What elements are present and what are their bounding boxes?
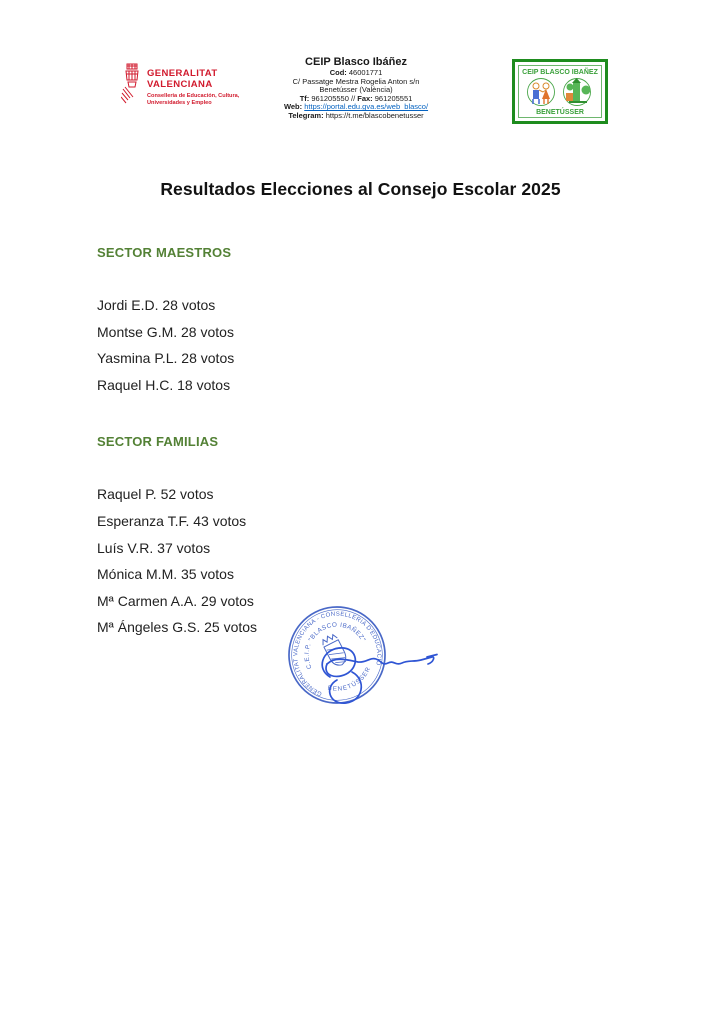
- school-name-prefix: CEIP: [305, 56, 331, 68]
- result-line: Raquel P. 52 votos: [97, 486, 214, 503]
- school-phone-value: 961205550 //: [311, 93, 356, 103]
- school-crest-icon: [512, 59, 608, 124]
- generalitat-name-line2: VALENCIANA: [147, 78, 213, 90]
- result-line: Raquel H.C. 18 votos: [97, 376, 231, 393]
- results-content: [97, 245, 257, 641]
- school-code-value: 46001771: [348, 68, 383, 77]
- svg-text:BENETÚSSER: BENETÚSSER: [536, 109, 584, 116]
- result-line: Mª Carmen A.A. 29 votos: [97, 592, 254, 609]
- stamp-bottom-text: BENETÚSSER: [327, 665, 373, 693]
- result-line: Mª Ángeles G.S. 25 votos: [97, 619, 258, 636]
- school-name-main: Blasco Ibáñez: [333, 56, 407, 68]
- result-line: Yasmina P.L. 28 votos: [97, 350, 235, 367]
- result-line: Esperanza T.F. 43 votos: [97, 512, 247, 529]
- generalitat-name-line1: GENERALITAT: [147, 68, 218, 79]
- signature-graphic: [300, 625, 452, 721]
- school-fax-label: Fax:: [357, 93, 373, 103]
- school-contact-block: [284, 56, 428, 121]
- school-telegram-link[interactable]: https://t.me/blascobenetusser: [325, 110, 424, 120]
- school-fax-value: 961205551: [374, 93, 413, 103]
- school-code-label: Cod:: [329, 68, 347, 77]
- generalitat-dept-line1: Conselleria de Educación, Cultura,: [147, 93, 240, 99]
- stamp-inner-text: C.E.I.P. "BLASCO IBAÑEZ": [303, 621, 367, 671]
- school-locality-line: Benetússer (València): [319, 85, 393, 95]
- school-web-link[interactable]: https://portal.edu.gva.es/web_blasco/: [304, 102, 429, 112]
- generalitat-emblem-icon: [121, 63, 142, 105]
- section-heading-maestros: SECTOR MAESTROS: [97, 245, 232, 260]
- generalitat-dept-line2: Universidades y Empleo: [147, 99, 212, 106]
- generalitat-text: [147, 63, 239, 106]
- result-line: Montse G.M. 28 votos: [97, 323, 234, 340]
- result-line: Jordi E.D. 28 votos: [97, 297, 216, 313]
- stamp-ring-text: GENERALITAT VALENCIANA - CONSELLERIA D'EDUCACIÓ: [293, 611, 382, 697]
- svg-text:CEIP BLASCO IBAÑEZ: CEIP BLASCO IBAÑEZ: [522, 69, 598, 76]
- school-telegram-label: Telegram:: [288, 110, 324, 120]
- results-list-familias: [97, 481, 257, 641]
- school-address-line: C/ Passatge Mestra Rogelia Anton s/n: [292, 76, 420, 86]
- school-phone-label: Tf:: [299, 93, 310, 103]
- result-line: Luís V.R. 37 votos: [97, 539, 211, 556]
- section-heading-familias: SECTOR FAMILIAS: [97, 434, 219, 450]
- results-list-maestros: [97, 292, 257, 398]
- result-line: Mónica M.M. 35 votos: [97, 566, 234, 583]
- page-title: Resultados Elecciones al Consejo Escolar 2025: [160, 179, 561, 199]
- school-telegram-line: [284, 112, 428, 121]
- generalitat-logo: [121, 63, 239, 106]
- school-web-label: Web:: [283, 102, 303, 112]
- school-crest-logo: [512, 59, 608, 129]
